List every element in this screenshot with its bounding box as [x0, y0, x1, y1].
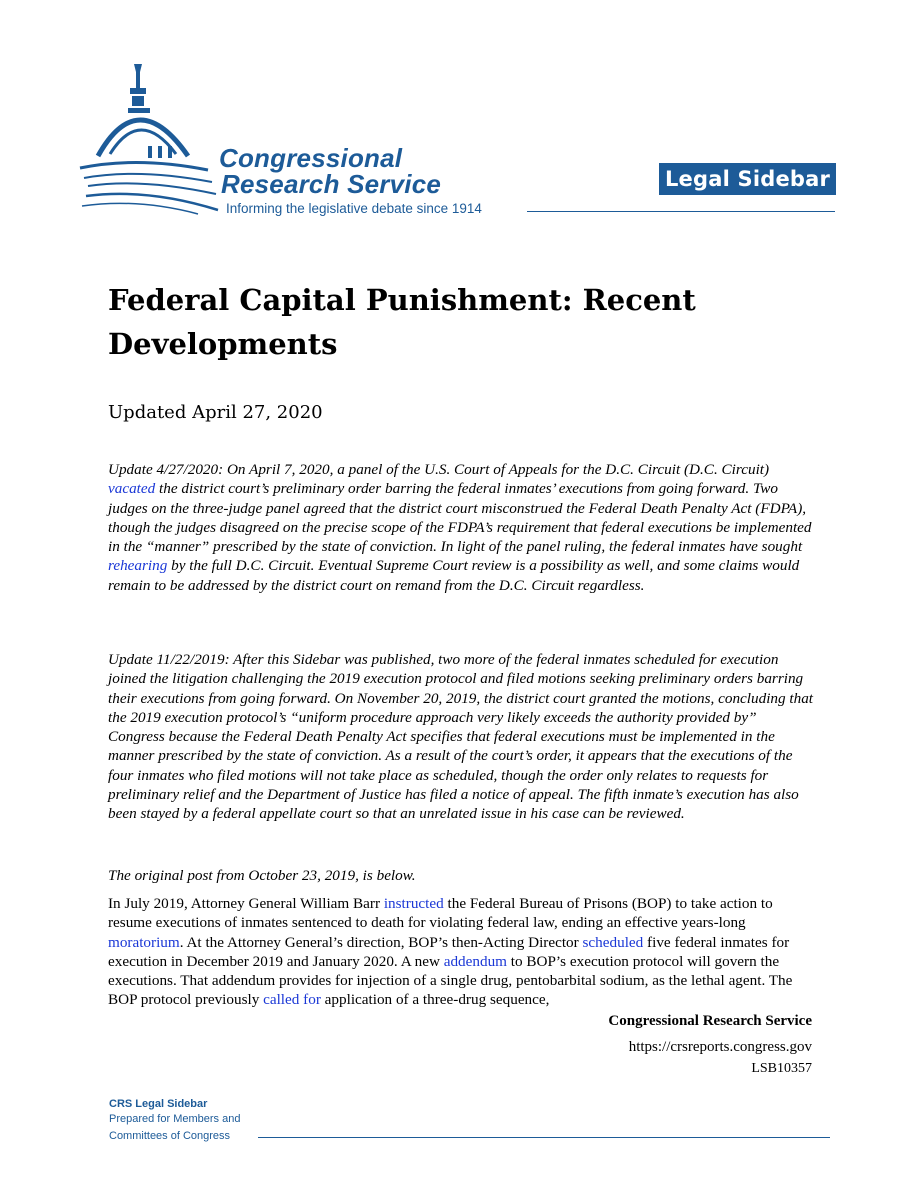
text: by the full D.C. Circuit. Eventual Supreme Court review is a possibility as well, and some claims would remain to be addressed by the district court on remand from the D.C. Circuit regardless.	[108, 557, 800, 594]
link-moratorium[interactable]: moratorium	[108, 933, 180, 951]
page-title: Federal Capital Punishment: Recent Developments	[108, 283, 696, 361]
footer-audience-line1: Prepared for Members and	[109, 1113, 241, 1125]
footer-org: Congressional Research Service	[608, 1013, 812, 1029]
original-post-note: The original post from October 23, 2019, is below.	[108, 867, 416, 884]
footer-audience-line2: Committees of Congress	[109, 1130, 231, 1142]
text: the district court’s preliminary order barring the federal inmates’ executions from going forward. Two judges on the three-judge panel agreed that the district court misconstrued the Federal Death Penalty Act (FDPA), though the judges disagreed on the precise scope of the FDPA’s requirement that federal executions be implemented in the “manner” prescribed by the state of conviction. In light of the panel ruling, the federal inmates have sought	[108, 480, 812, 556]
link-called-for[interactable]: called for	[263, 991, 321, 1009]
link-addendum[interactable]: addendum	[443, 952, 507, 970]
link-scheduled[interactable]: scheduled	[582, 933, 644, 951]
link-vacated[interactable]: vacated	[108, 480, 156, 498]
update-note-2020	[108, 460, 814, 595]
crs-capitol-logo	[78, 64, 223, 216]
tagline-rule	[527, 211, 835, 212]
link-instructed[interactable]: instructed	[383, 895, 444, 912]
link-rehearing[interactable]: rehearing	[108, 557, 168, 575]
text: In July 2019, Attorney General William Barr	[108, 895, 384, 912]
text: application of a three-drug sequence,	[320, 991, 550, 1009]
body-paragraph	[108, 894, 814, 1010]
text: to BOP’s execution protocol will govern the executions. That addendum provides for injection of a single drug, pentobarbital sodium, as the lethal agent. The BOP protocol previously	[108, 952, 793, 1009]
update-note-2019: Update 11/22/2019: After this Sidebar was published, two more of the federal inmates scheduled for execution joined the litigation challenging the 2019 execution protocol and filed motions seeking preliminary orders barring their executions from going forward. On November 20, 2019, the district court granted the motions, concluding that the 2019 execution protocol’s “uniform procedure approach very likely exceeds the authority provided by” Congress because the Federal Death Penalty Act specifies that federal executions must be implemented in the manner prescribed by the state of conviction. As a result of the court’s order, it appears that the executions of the four inmates who filed motions will not take place as scheduled, though the order only relates to requests for preliminary relief and the Department of Justice has filed a notice of appeal. The fifth inmate’s execution has also been stayed by a federal appellate court so that an unrelated issue in his case can be reviewed.	[108, 651, 814, 823]
org-name-line1: Congressional	[219, 143, 403, 173]
org-name-line2: Research Service	[221, 169, 442, 199]
text: five federal inmates for execution in December 2019 and January 2020. A new	[108, 933, 790, 970]
footer-report-code: LSB10357	[751, 1061, 812, 1076]
footer-rule	[258, 1137, 830, 1138]
text: Update 4/27/2020: On April 7, 2020, a panel of the U.S. Court of Appeals for the D.C. Circuit (D.C. Circuit)	[108, 461, 770, 478]
text: . At the Attorney General’s direction, BOP’s then-Acting Director	[179, 933, 583, 951]
footer-url[interactable]: https://crsreports.congress.gov	[628, 1039, 812, 1055]
footer-series-label: CRS Legal Sidebar	[109, 1098, 208, 1110]
text: the Federal Bureau of Prisons (BOP) to take action to resume executions of inmates sentenced to death for violating federal law, ending an effective years-long	[108, 895, 773, 932]
legal-sidebar-badge: Legal Sidebar	[659, 163, 836, 195]
org-tagline: Informing the legislative debate since 1914	[226, 201, 482, 216]
updated-date: Updated April 27, 2020	[108, 402, 323, 423]
